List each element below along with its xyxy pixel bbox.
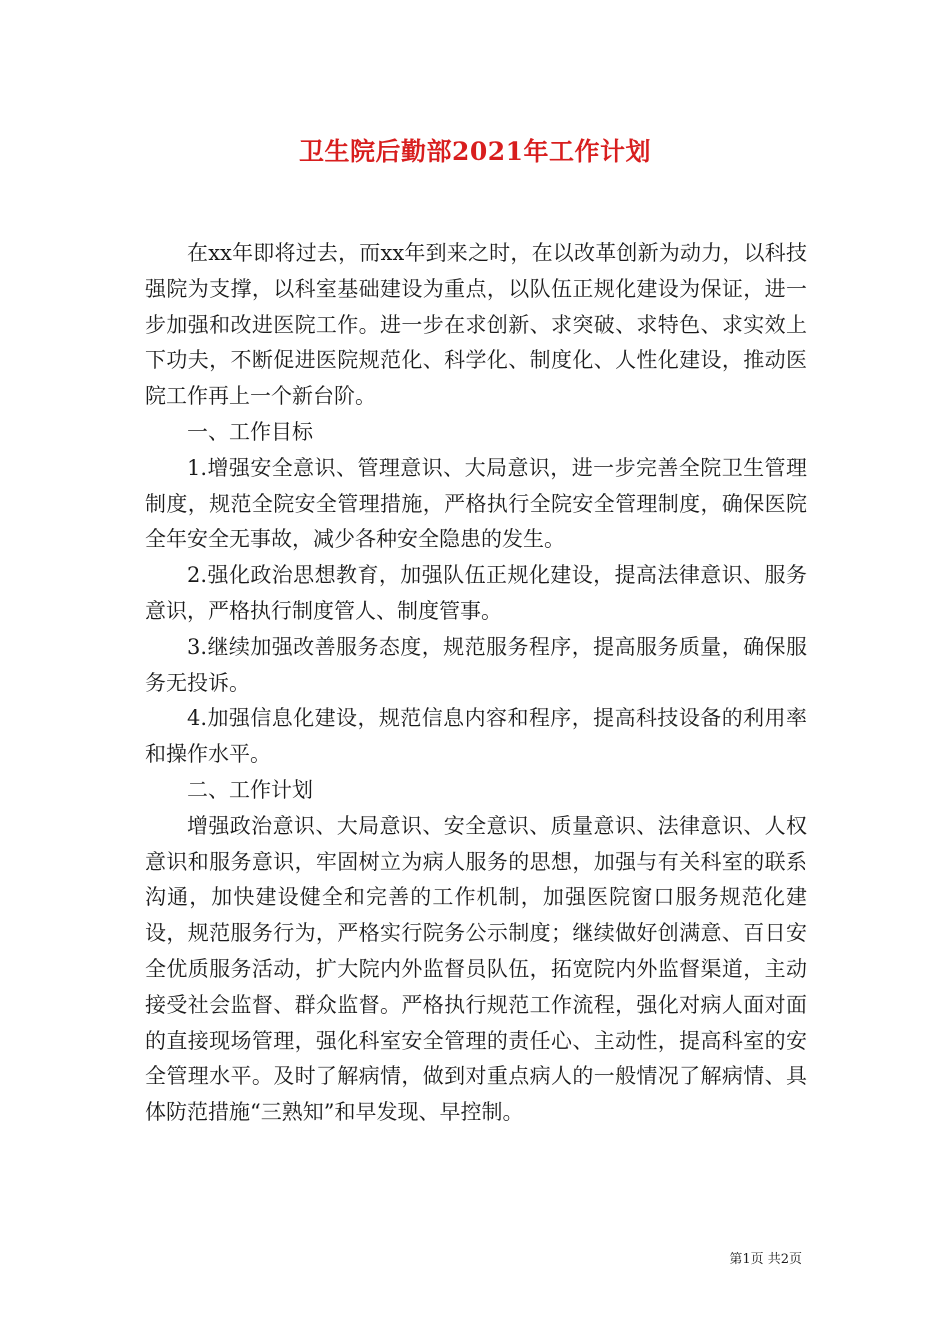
- goal-item: 3.继续加强改善服务态度，规范服务程序，提高服务质量，确保服务无投诉。: [145, 634, 807, 695]
- goal-item: 1.增强安全意识、管理意识、大局意识，进一步完善全院卫生管理制度，规范全院安全管理措施，严格执行全院安全管理制度，确保医院全年安全无事故，减少各种安全隐患的发生。: [145, 455, 807, 552]
- document-body: [145, 236, 807, 1131]
- goal-item: 4.加强信息化建设，规范信息内容和程序，提高科技设备的利用率和操作水平。: [145, 706, 807, 767]
- goal-item: 2.强化政治思想教育，加强队伍正规化建设，提高法律意识、服务意识，严格执行制度管人、制度管事。: [145, 563, 807, 623]
- document-title: 卫生院后勤部2021年工作计划: [298, 137, 652, 166]
- section-heading-goals: 一、工作目标: [187, 419, 313, 444]
- plan-paragraph: 增强政治意识、大局意识、安全意识、质量意识、法律意识、人权意识和服务意识，牢固树立为病人服务的思想，加强与有关科室的联系沟通，加快建设健全和完善的工作机制，加强医院窗口服务规范化建设，规范服务行为，严格实行院务公示制度；继续做好创满意、百日安全优质服务活动，扩大院内外监督员队伍，拓宽院内外监督渠道，主动接受社会监督、群众监督。严格执行规范工作流程，强化对病人面对面的直接现场管理，强化科室安全管理的责任心、主动性，提高科室的安全管理水平。及时了解病情，做到对重点病人的一般情况了解病情、具体防范措施“三熟知”和早发现、早控制。: [145, 813, 807, 1125]
- section-heading-plan: 二、工作计划: [187, 777, 313, 802]
- page-indicator: 第1页 共2页: [729, 1252, 802, 1267]
- intro-paragraph: 在xx年即将过去，而xx年到来之时，在以改革创新为动力，以科技强院为支撑，以科室基础建设为重点，以队伍正规化建设为保证，进一步加强和改进医院工作。进一步在求创新、求突破、求特色、求实效上下功夫，不断促进医院规范化、科学化、制度化、人性化建设，推动医院工作再上一个新台阶。: [145, 241, 807, 409]
